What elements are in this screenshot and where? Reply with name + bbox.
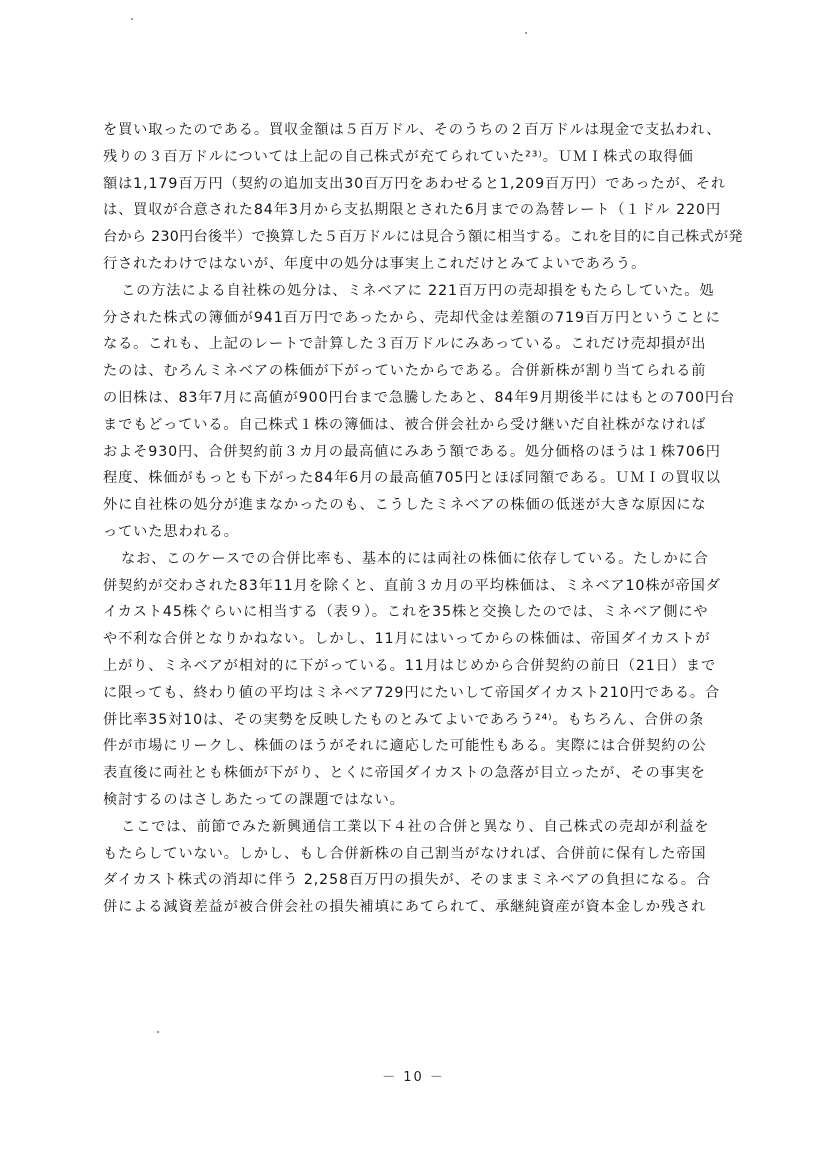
text-line: 額は1,179百万円（契約の追加支出30百万円をあわせると1,209百万円）であったが、それ — [103, 175, 726, 192]
text-line: 併比率35対10は、その実勢を反映したものとみてよいであろう²⁴⁾。もちろん、合併の条 — [103, 711, 705, 728]
text-line: もたらしていない。しかし、もし合併新株の自己割当がなければ、合併前に保有した帝国 — [103, 845, 707, 862]
text-line: に限っても、終わり値の平均はミネベア729円にたいして帝国ダイカスト210円である。合 — [103, 684, 721, 701]
scan-speck — [525, 32, 527, 34]
text-line: 件が市場にリークし、株価のほうがそれに適応した可能性もある。実際には合併契約の公 — [103, 738, 707, 755]
text-line: 検討するのはさしあたっての課題ではない。 — [103, 791, 405, 808]
page-number: － 10 － — [382, 1070, 445, 1085]
text-line: 併による減資差益が被合併会社の損失補填にあてられて、承継純資産が資本金しか残され — [103, 899, 707, 916]
text-line: や不利な合併となりかねない。しかし、11月にはいってからの株価は、帝国ダイカストが — [103, 631, 711, 648]
text-line: なる。これも、上記のレートで計算した３百万ドルにみあっている。これだけ売却損が出 — [103, 336, 707, 353]
text-line: たのは、むろんミネベアの株価が下がっていたからである。合併新株が割り当てられる前 — [103, 363, 707, 380]
paragraph-start-line: ここでは、前節でみた新興通信工業以下４社の合併と異なり、自己株式の売却が利益を — [121, 818, 710, 835]
text-line: 残りの３百万ドルについては上記の自己株式が充てられていた²³⁾。ＵＭＩ株式の取得価 — [103, 148, 694, 165]
text-line: およそ930円、合併契約前３カ月の最高値にみあう額である。処分価格のほうは１株706円 — [103, 443, 721, 460]
text-line: 併契約が交わされた83年11月を除くと、直前３カ月の平均株価は、ミネベア10株が帝国ダ — [103, 577, 721, 594]
body-text — [103, 117, 743, 921]
text-line: ダイカスト株式の消却に伴う 2,258百万円の損失が、そのままミネベアの負担になる。合 — [103, 872, 712, 889]
scan-speck — [157, 1031, 159, 1033]
text-line: 分された株式の簿価が941百万円であったから、売却代金は差額の719百万円ということに — [103, 309, 721, 326]
text-line: っていた思われる。 — [103, 523, 239, 540]
paragraph-start-line: この方法による自社株の処分は、ミネベアに 221百万円の売却損をもたらしていた。処 — [121, 282, 715, 299]
text-line: イカスト45株ぐらいに相当する（表９）。これを35株と交換したのでは、ミネベア側にや — [103, 604, 709, 621]
text-line: までもどっている。自己株式１株の簿価は、被合併会社から受け継いだ自社株がなければ — [103, 416, 707, 433]
scan-speck — [131, 18, 133, 20]
text-line: 外に自社株の処分が進まなかったのも、こうしたミネベアの株価の低迷が大きな原因にな — [103, 497, 707, 514]
text-line: を買い取ったのである。買収金額は５百万ドル、そのうちの２百万ドルは現金で支払われ、 — [103, 122, 722, 138]
text-line: の旧株は、83年7月に高値が900円台まで急騰したあと、84年9月期後半にはもとの700円台 — [103, 389, 736, 406]
text-line: 程度、株価がもっとも下がった84年6月の最高値705円とほぼ同額である。ＵＭＩの買収以 — [103, 470, 721, 487]
text-line: 上がり、ミネベアが相対的に下がっている。11月はじめから合併契約の前日（21日）まで — [103, 657, 717, 674]
text-line: 台から 230円台後半）で換算した５百万ドルには見合う額に相当する。これを目的に自己株式が発 — [103, 229, 743, 246]
text-line: 表直後に両社とも株価が下がり、とくに帝国ダイカストの急落が目立ったが、その事実を — [103, 765, 706, 782]
text-line: は、買収が合意された84年3月から支払期限とされた6月までの為替レート（１ドル 220円 — [103, 202, 722, 219]
text-line: 行されたわけではないが、年度中の処分は事実上これだけとみてよいであろう。 — [103, 255, 647, 272]
paragraph-start-line: なお、このケースでの合併比率も、基本的には両社の株価に依存している。たしかに合 — [121, 550, 709, 567]
